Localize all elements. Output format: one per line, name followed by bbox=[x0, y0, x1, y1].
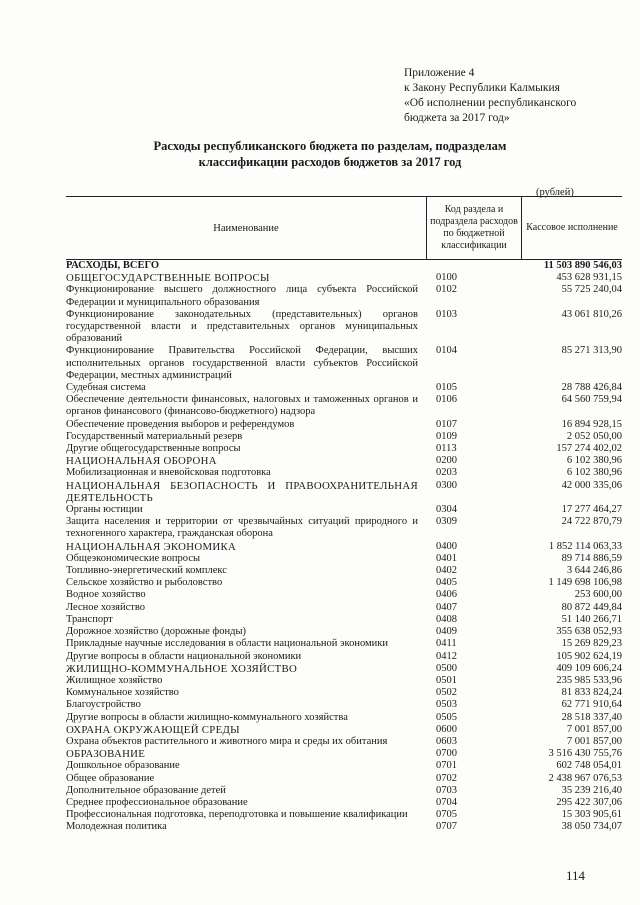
row-value: 7 001 857,00 bbox=[566, 735, 622, 747]
row-name: Охрана объектов растительного и животного мира и среды их обитания bbox=[66, 735, 388, 747]
table-row bbox=[66, 541, 622, 553]
row-code: 0412 bbox=[436, 650, 457, 662]
row-value: 453 628 931,15 bbox=[556, 272, 622, 284]
table-row bbox=[66, 553, 622, 565]
row-code: 0103 bbox=[436, 308, 457, 320]
row-value: 602 748 054,01 bbox=[556, 760, 622, 772]
row-code: 0707 bbox=[436, 821, 457, 833]
row-value: 3 644 246,86 bbox=[566, 565, 622, 577]
table-row bbox=[66, 638, 622, 650]
row-code: 0309 bbox=[436, 516, 457, 528]
row-value: 24 722 870,79 bbox=[561, 516, 622, 528]
row-value: 43 061 810,26 bbox=[561, 308, 622, 320]
row-code: 0100 bbox=[436, 272, 457, 284]
row-code: 0402 bbox=[436, 565, 457, 577]
row-code: 0700 bbox=[436, 748, 457, 760]
row-name: Профессиональная подготовка, переподготовка и повышение квалификации bbox=[66, 809, 408, 821]
row-value: 6 102 380,96 bbox=[566, 455, 622, 467]
table-row bbox=[66, 712, 622, 724]
row-value: 355 638 052,93 bbox=[556, 626, 622, 638]
table-row bbox=[66, 394, 622, 418]
row-name: Органы юстиции bbox=[66, 504, 143, 516]
row-code: 0407 bbox=[436, 601, 457, 613]
row-value: 235 985 533,96 bbox=[556, 674, 622, 686]
row-code: 0701 bbox=[436, 760, 457, 772]
row-value: 85 271 313,90 bbox=[561, 345, 622, 357]
row-code: 0400 bbox=[436, 540, 457, 552]
row-code: 0704 bbox=[436, 796, 457, 808]
row-value: 11 503 890 546,03 bbox=[543, 260, 622, 271]
row-name: Транспорт bbox=[66, 613, 113, 625]
row-code: 0705 bbox=[436, 809, 457, 821]
table-row bbox=[66, 602, 622, 614]
row-name: Среднее профессиональное образование bbox=[66, 796, 248, 808]
row-code: 0304 bbox=[436, 504, 457, 516]
row-value: 16 894 928,15 bbox=[561, 418, 622, 430]
row-code: 0203 bbox=[436, 467, 457, 479]
title-line: Расходы республиканского бюджета по разделам, подразделам bbox=[153, 139, 507, 153]
table-row bbox=[66, 626, 622, 638]
row-name: Обеспечение проведения выборов и референдумов bbox=[66, 418, 295, 430]
title-line: классификации расходов бюджетов за 2017 год bbox=[198, 155, 462, 169]
row-code: 0600 bbox=[436, 723, 457, 735]
row-name: Другие вопросы в области национальной экономики bbox=[66, 650, 302, 662]
appendix-line: «Об исполнении республиканского bbox=[404, 97, 577, 109]
row-code: 0500 bbox=[436, 662, 457, 674]
table-row bbox=[66, 785, 622, 797]
row-value: 3 516 430 755,76 bbox=[548, 748, 622, 760]
row-name: Благоустройство bbox=[66, 699, 141, 711]
row-name: Коммунальное хозяйство bbox=[66, 687, 179, 699]
units-label: (рублей) bbox=[536, 187, 574, 198]
appendix-line: бюджета за 2017 год» bbox=[404, 112, 510, 124]
row-name: Другие вопросы в области жилищно-коммунального хозяйства bbox=[66, 711, 348, 723]
expenditure-table bbox=[66, 196, 622, 834]
row-code: 0501 bbox=[436, 674, 457, 686]
row-value: 2 438 967 076,53 bbox=[548, 772, 622, 784]
row-code: 0406 bbox=[436, 589, 457, 601]
header-name: Наименование bbox=[66, 197, 427, 259]
row-code: 0109 bbox=[436, 430, 457, 442]
row-name: Жилищное хозяйство bbox=[66, 674, 163, 686]
table-row bbox=[66, 675, 622, 687]
row-code: 0107 bbox=[436, 418, 457, 430]
row-value: 89 714 886,59 bbox=[561, 552, 622, 564]
row-value: 15 303 905,61 bbox=[561, 809, 622, 821]
table-row bbox=[66, 687, 622, 699]
row-value: 38 050 734,07 bbox=[561, 821, 622, 833]
row-name: РАСХОДЫ, ВСЕГО bbox=[66, 260, 160, 271]
row-value: 295 422 307,06 bbox=[556, 796, 622, 808]
header-value: Кассовое исполнение bbox=[526, 222, 618, 233]
row-name: ОХРАНА ОКРУЖАЮЩЕЙ СРЕДЫ bbox=[66, 723, 240, 736]
row-name: Мобилизационная и вневойсковая подготовка bbox=[66, 467, 271, 479]
table-row bbox=[66, 736, 622, 748]
table-row bbox=[66, 272, 622, 284]
row-name: Функционирование Правительства Российской Федерации, высших исполнительных органов государственной власти субъектов Российской Федерации, местных администраций bbox=[66, 345, 418, 381]
row-name: НАЦИОНАЛЬНАЯ ОБОРОНА bbox=[66, 455, 217, 468]
table-row bbox=[66, 467, 622, 479]
row-code: 0703 bbox=[436, 784, 457, 796]
table-row bbox=[66, 651, 622, 663]
row-value: 55 725 240,04 bbox=[561, 284, 622, 296]
table-row bbox=[66, 382, 622, 394]
table-row bbox=[66, 724, 622, 736]
row-name: Защита населения и территории от чрезвычайных ситуаций природного и техногенного характера, гражданская оборона bbox=[66, 516, 418, 540]
appendix-note bbox=[404, 66, 624, 126]
row-value: 35 239 216,40 bbox=[561, 784, 622, 796]
row-code: 0105 bbox=[436, 382, 457, 394]
row-name: НАЦИОНАЛЬНАЯ ЭКОНОМИКА bbox=[66, 540, 237, 553]
row-name: Общеэкономические вопросы bbox=[66, 552, 201, 564]
row-value: 81 833 824,24 bbox=[561, 687, 622, 699]
table-row bbox=[66, 309, 622, 346]
table-row bbox=[66, 748, 622, 760]
row-code: 0505 bbox=[436, 711, 457, 723]
table-row bbox=[66, 443, 622, 455]
row-name: ОБРАЗОВАНИЕ bbox=[66, 748, 146, 761]
row-code: 0409 bbox=[436, 626, 457, 638]
row-name: Общее образование bbox=[66, 772, 155, 784]
table-row bbox=[66, 760, 622, 772]
row-name: Топливно-энергетический комплекс bbox=[66, 565, 227, 577]
table-row bbox=[66, 614, 622, 626]
table-row bbox=[66, 821, 622, 833]
table-row bbox=[66, 516, 622, 540]
row-name: Прикладные научные исследования в области национальной экономики bbox=[66, 638, 389, 650]
table-row bbox=[66, 284, 622, 308]
table-row bbox=[66, 480, 622, 504]
appendix-line: к Закону Республики Калмыкия bbox=[404, 82, 560, 94]
row-value: 2 052 050,00 bbox=[566, 430, 622, 442]
row-value: 409 109 606,24 bbox=[556, 662, 622, 674]
row-name: Функционирование законодательных (представительных) органов государственной власти и представительных органов муниципальных образований bbox=[66, 308, 418, 345]
row-value: 157 274 402,02 bbox=[556, 443, 622, 455]
row-code: 0401 bbox=[436, 552, 457, 564]
row-value: 64 560 759,94 bbox=[561, 394, 622, 406]
row-value: 6 102 380,96 bbox=[566, 467, 622, 479]
table-row bbox=[66, 455, 622, 467]
row-name: Дорожное хозяйство (дорожные фонды) bbox=[66, 626, 247, 638]
row-value: 28 788 426,84 bbox=[561, 382, 622, 394]
table-row bbox=[66, 504, 622, 516]
row-code: 0603 bbox=[436, 735, 457, 747]
row-code: 0106 bbox=[436, 394, 457, 406]
table-row bbox=[66, 809, 622, 821]
row-code: 0200 bbox=[436, 455, 457, 467]
row-name: Молодежная политика bbox=[66, 821, 167, 833]
row-code: 0102 bbox=[436, 284, 457, 296]
row-value: 253 600,00 bbox=[574, 589, 622, 601]
table-body bbox=[66, 260, 622, 834]
table-row bbox=[66, 589, 622, 601]
row-name: Дополнительное образование детей bbox=[66, 784, 226, 796]
appendix-line: Приложение 4 bbox=[404, 67, 475, 79]
table-row bbox=[66, 699, 622, 711]
row-value: 51 140 266,71 bbox=[561, 613, 622, 625]
row-name: ОБЩЕГОСУДАРСТВЕННЫЕ ВОПРОСЫ bbox=[66, 272, 270, 285]
table-row bbox=[66, 577, 622, 589]
table-row bbox=[66, 797, 622, 809]
row-name: Водное хозяйство bbox=[66, 589, 146, 601]
table-header bbox=[66, 196, 622, 260]
header-code: Код раздела и подраздела расходов по бюджетной классификации bbox=[427, 197, 522, 259]
table-row bbox=[66, 773, 622, 785]
row-name: Лесное хозяйство bbox=[66, 601, 145, 613]
row-value: 105 902 624,19 bbox=[556, 650, 622, 662]
row-value: 1 852 114 063,33 bbox=[548, 540, 622, 552]
row-value: 7 001 857,00 bbox=[566, 723, 622, 735]
table-row bbox=[66, 663, 622, 675]
row-value: 1 149 698 106,98 bbox=[548, 577, 622, 589]
row-name: НАЦИОНАЛЬНАЯ БЕЗОПАСНОСТЬ И ПРАВООХРАНИТЕЛЬНАЯ ДЕЯТЕЛЬНОСТЬ bbox=[66, 479, 418, 504]
row-value: 28 518 337,40 bbox=[561, 711, 622, 723]
row-code: 0405 bbox=[436, 577, 457, 589]
row-code: 0502 bbox=[436, 687, 457, 699]
row-code: 0408 bbox=[436, 613, 457, 625]
table-row bbox=[66, 419, 622, 431]
table-row bbox=[66, 260, 622, 272]
row-name: Государственный материальный резерв bbox=[66, 430, 243, 442]
row-code: 0702 bbox=[436, 772, 457, 784]
row-value: 62 771 910,64 bbox=[561, 699, 622, 711]
page-number: 114 bbox=[566, 868, 586, 883]
row-name: Дошкольное образование bbox=[66, 760, 180, 772]
row-name: Функционирование высшего должностного лица субъекта Российской Федерации и муниципального образования bbox=[66, 284, 418, 308]
row-code: 0411 bbox=[436, 638, 457, 650]
table-row bbox=[66, 565, 622, 577]
row-code: 0503 bbox=[436, 699, 457, 711]
row-name: Судебная система bbox=[66, 382, 146, 394]
row-value: 15 269 829,23 bbox=[561, 638, 622, 650]
row-name: ЖИЛИЩНО-КОММУНАЛЬНОЕ ХОЗЯЙСТВО bbox=[66, 662, 298, 675]
row-name: Сельское хозяйство и рыболовство bbox=[66, 577, 223, 589]
row-code: 0300 bbox=[436, 479, 457, 491]
row-code: 0113 bbox=[436, 443, 457, 455]
row-value: 17 277 464,27 bbox=[561, 504, 622, 516]
row-code: 0104 bbox=[436, 345, 457, 357]
table-row bbox=[66, 345, 622, 382]
document-title bbox=[110, 138, 550, 170]
row-name: Другие общегосударственные вопросы bbox=[66, 443, 241, 455]
row-value: 80 872 449,84 bbox=[561, 601, 622, 613]
row-name: Обеспечение деятельности финансовых, налоговых и таможенных органов и органов финансового (финансово-бюджетного) надзора bbox=[66, 394, 418, 418]
row-value: 42 000 335,06 bbox=[561, 479, 622, 491]
table-row bbox=[66, 431, 622, 443]
